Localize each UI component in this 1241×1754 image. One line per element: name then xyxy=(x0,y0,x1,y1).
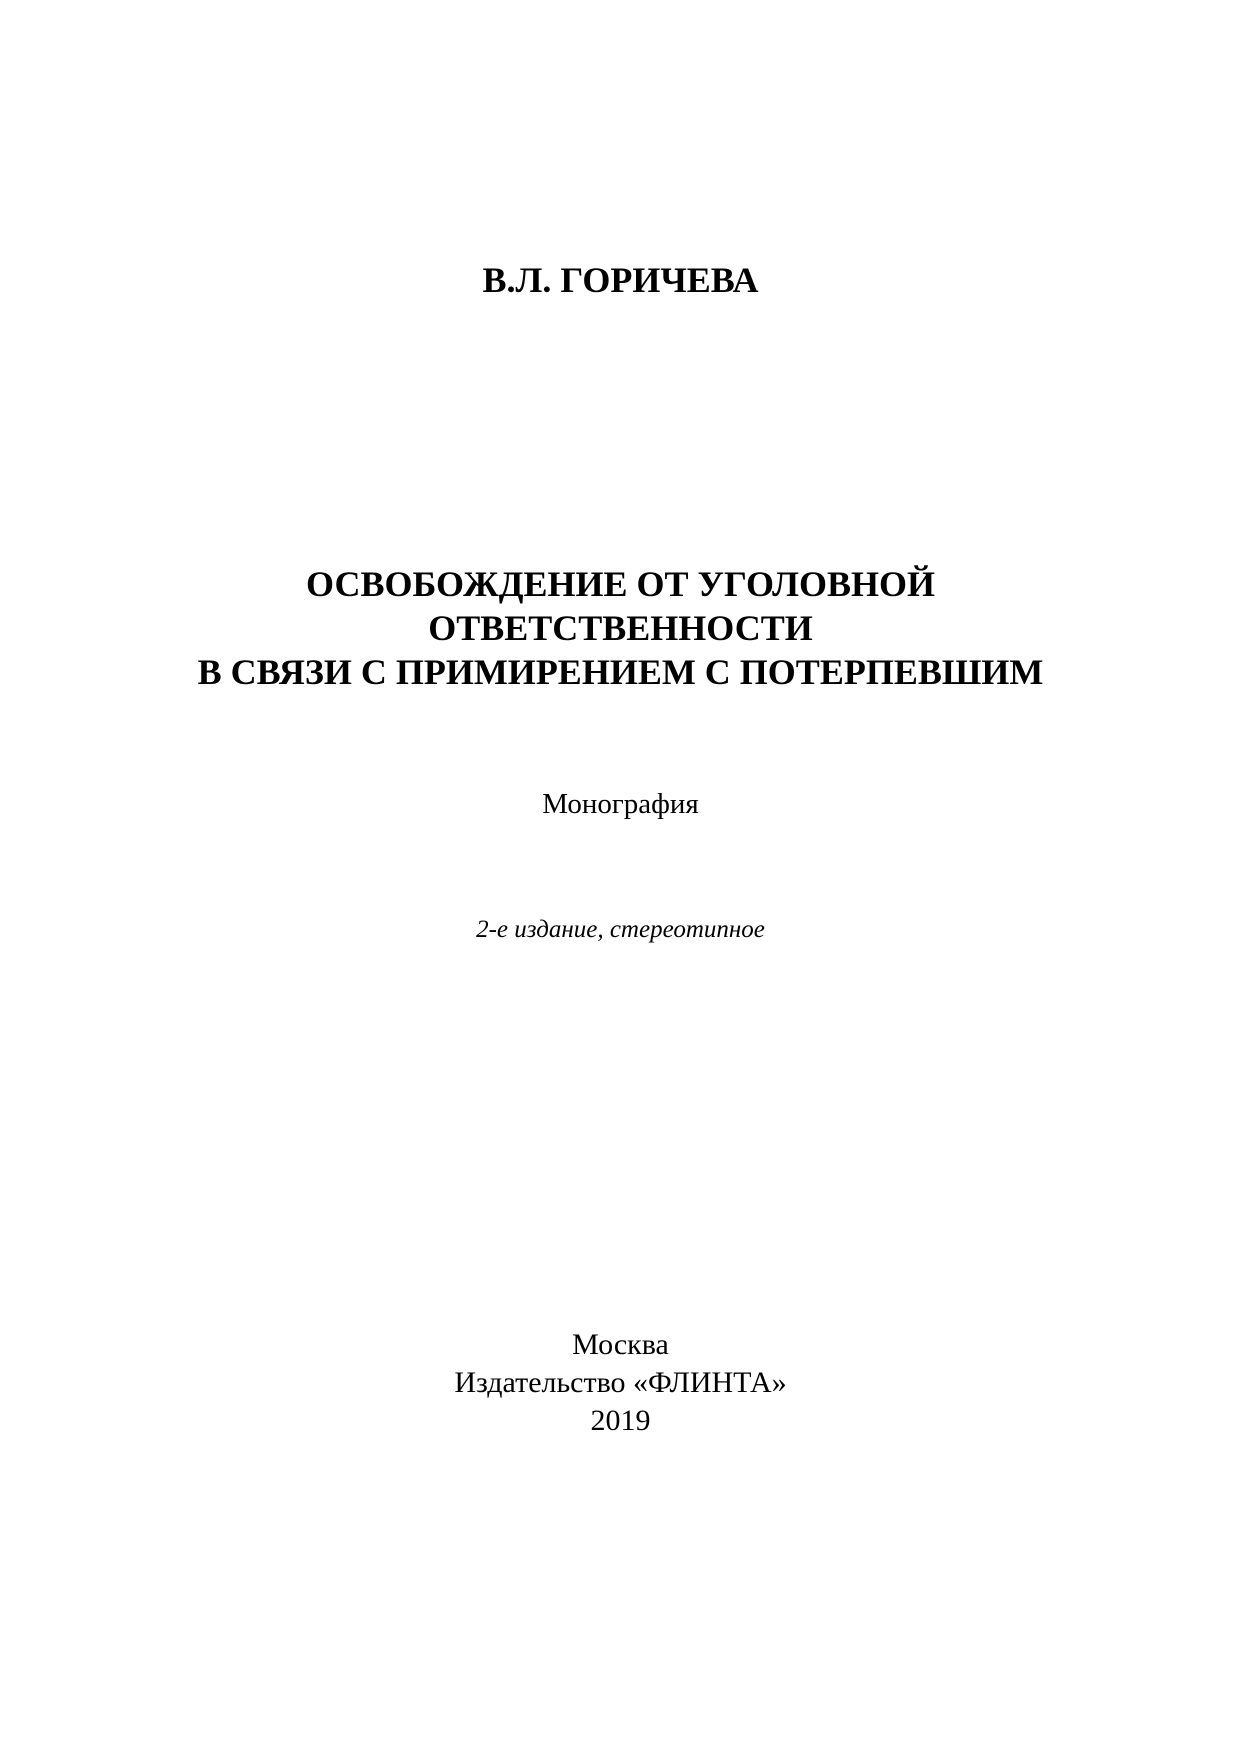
book-title xyxy=(0,562,1241,694)
imprint-city: Москва xyxy=(572,1328,669,1361)
imprint-publisher: Издательство «ФЛИНТА» xyxy=(454,1366,787,1399)
imprint-year: 2019 xyxy=(590,1404,651,1437)
imprint xyxy=(0,1326,1241,1440)
edition-note: 2-е издание, стереотипное xyxy=(476,916,765,943)
book-title-line: ОСВОБОЖДЕНИЕ ОТ УГОЛОВНОЙ xyxy=(306,564,935,604)
author-name: В.Л. ГОРИЧЕВА xyxy=(482,260,759,300)
book-title-line: В СВЯЗИ С ПРИМИРЕНИЕМ С ПОТЕРПЕВШИМ xyxy=(197,652,1044,692)
genre-label: Монография xyxy=(542,788,699,820)
book-title-line: ОТВЕТСТВЕННОСТИ xyxy=(428,608,813,648)
